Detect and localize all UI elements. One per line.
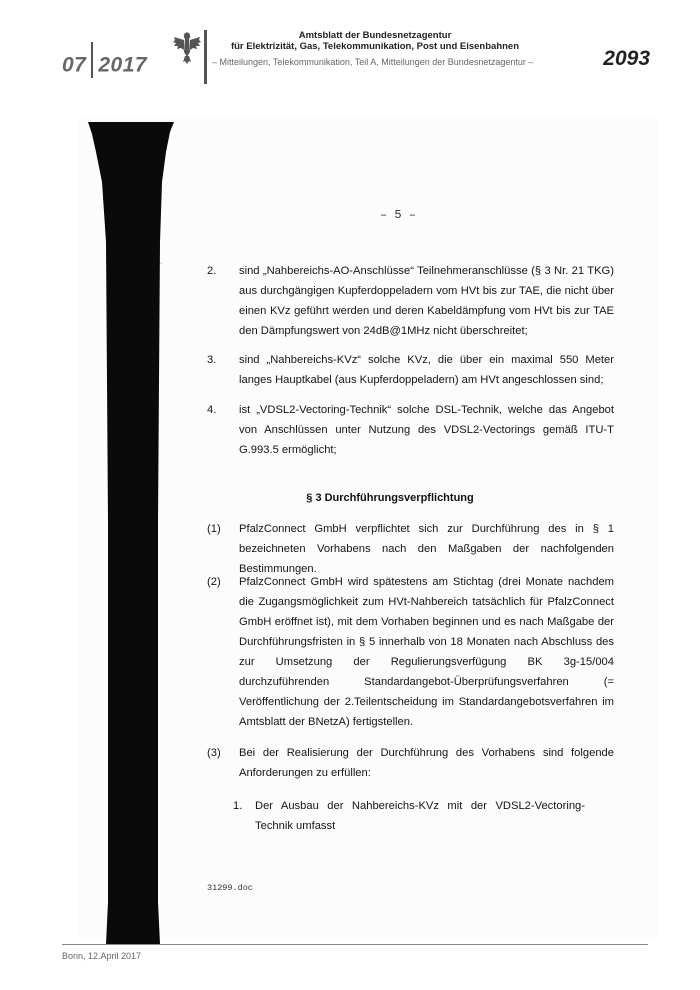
- footer-divider: [62, 944, 648, 945]
- issue-separator: [91, 42, 93, 78]
- journal-title-line-2: für Elektrizität, Gas, Telekommunikation, Post und Eisenbahnen: [230, 41, 520, 52]
- sub-item-number: 1.: [233, 800, 243, 812]
- item-number: 2.: [207, 265, 217, 277]
- item-text: sind „Nahbereichs-AO-Anschlüsse“ Teilnehmeranschlüsse (§ 3 Nr. 21 TKG) aus durchgängigen Kupferdoppeladern vom HVt bis zur TAE, die nicht über einen KVz geführt werden und deren Kabeldämpfung vom HVt bis zur TAE den Dämpfungswert von 24dB@1MHz nicht überschreitet;: [239, 265, 614, 337]
- issue-label: [62, 48, 147, 84]
- paragraph-text: PfalzConnect GmbH wird spätestens am Stichtag (drei Monate nachdem die Zugangsmöglichkeit zum HVt-Nahbereich tatsächlich für PfalzConnect GmbH eröffnet ist), mit dem Vorhaben beginnen und es nach Maßgabe der Durchführungsfristen in § 5 innerhalb von 18 Monaten nach Abschluss des zur Umsetzung der Regulierungsverfügung BK 3g-15/004 durchzuführenden Standardangebot-Überprüfungsverfahren (= Veröffentlichung der 2.Teilentscheidung im Standardangebotsverfahren im Amtsblatt der BNetzA) fertigstellen.: [239, 576, 614, 728]
- margin-mark: ˙: [160, 262, 164, 273]
- paragraph-text: PfalzConnect GmbH verpflichtet sich zur Durchführung des in § 1 bezeichneten Vorhabens nach den Maßgaben der nachfolgenden Bestimmungen.: [239, 523, 614, 575]
- document-page-marker: – 5 –: [380, 208, 417, 222]
- issue-number: 07: [62, 53, 87, 77]
- item-text: ist „VDSL2-Vectoring-Technik“ solche DSL-Technik, welche das Angebot von Anschlüssen unter Nutzung des VDSL2-Vectorings gemäß ITU-T G.993.5 ermöglicht;: [239, 404, 614, 456]
- item-number: 4.: [207, 404, 217, 416]
- federal-eagle-icon: [172, 30, 202, 64]
- issue-year: 2017: [98, 53, 148, 77]
- journal-title: [210, 30, 540, 52]
- item-number: 3.: [207, 354, 217, 366]
- section-title: § 3 Durchführungsverpflichtung: [306, 492, 474, 504]
- journal-title-line-1: Amtsblatt der Bundesnetzagentur: [298, 30, 452, 41]
- document-filename: 31299.doc: [207, 883, 253, 893]
- footer-place-date: Bonn, 12.April 2017: [62, 951, 142, 961]
- item-text: sind „Nahbereichs-KVz“ solche KVz, die über ein maximal 550 Meter langes Hauptkabel (aus Kupferdoppeladern) am HVt angeschlossen sind;: [239, 354, 614, 386]
- page-number: 2093: [603, 47, 650, 70]
- journal-subtitle: – Mitteilungen, Telekommunikation, Teil A, Mitteilungen der Bundesnetzagentur –: [212, 57, 534, 67]
- scan-shadow-bar: [78, 122, 174, 944]
- paragraph-number: (2): [207, 576, 221, 588]
- paragraph-text: Bei der Realisierung der Durchführung des Vorhabens sind folgende Anforderungen zu erfüllen:: [239, 747, 614, 779]
- header-divider: [204, 30, 207, 84]
- paragraph-number: (3): [207, 747, 221, 759]
- sub-item-text: Der Ausbau der Nahbereichs-KVz mit der VDSL2-Vectoring-Technik umfasst: [255, 800, 585, 832]
- paragraph-number: (1): [207, 523, 221, 535]
